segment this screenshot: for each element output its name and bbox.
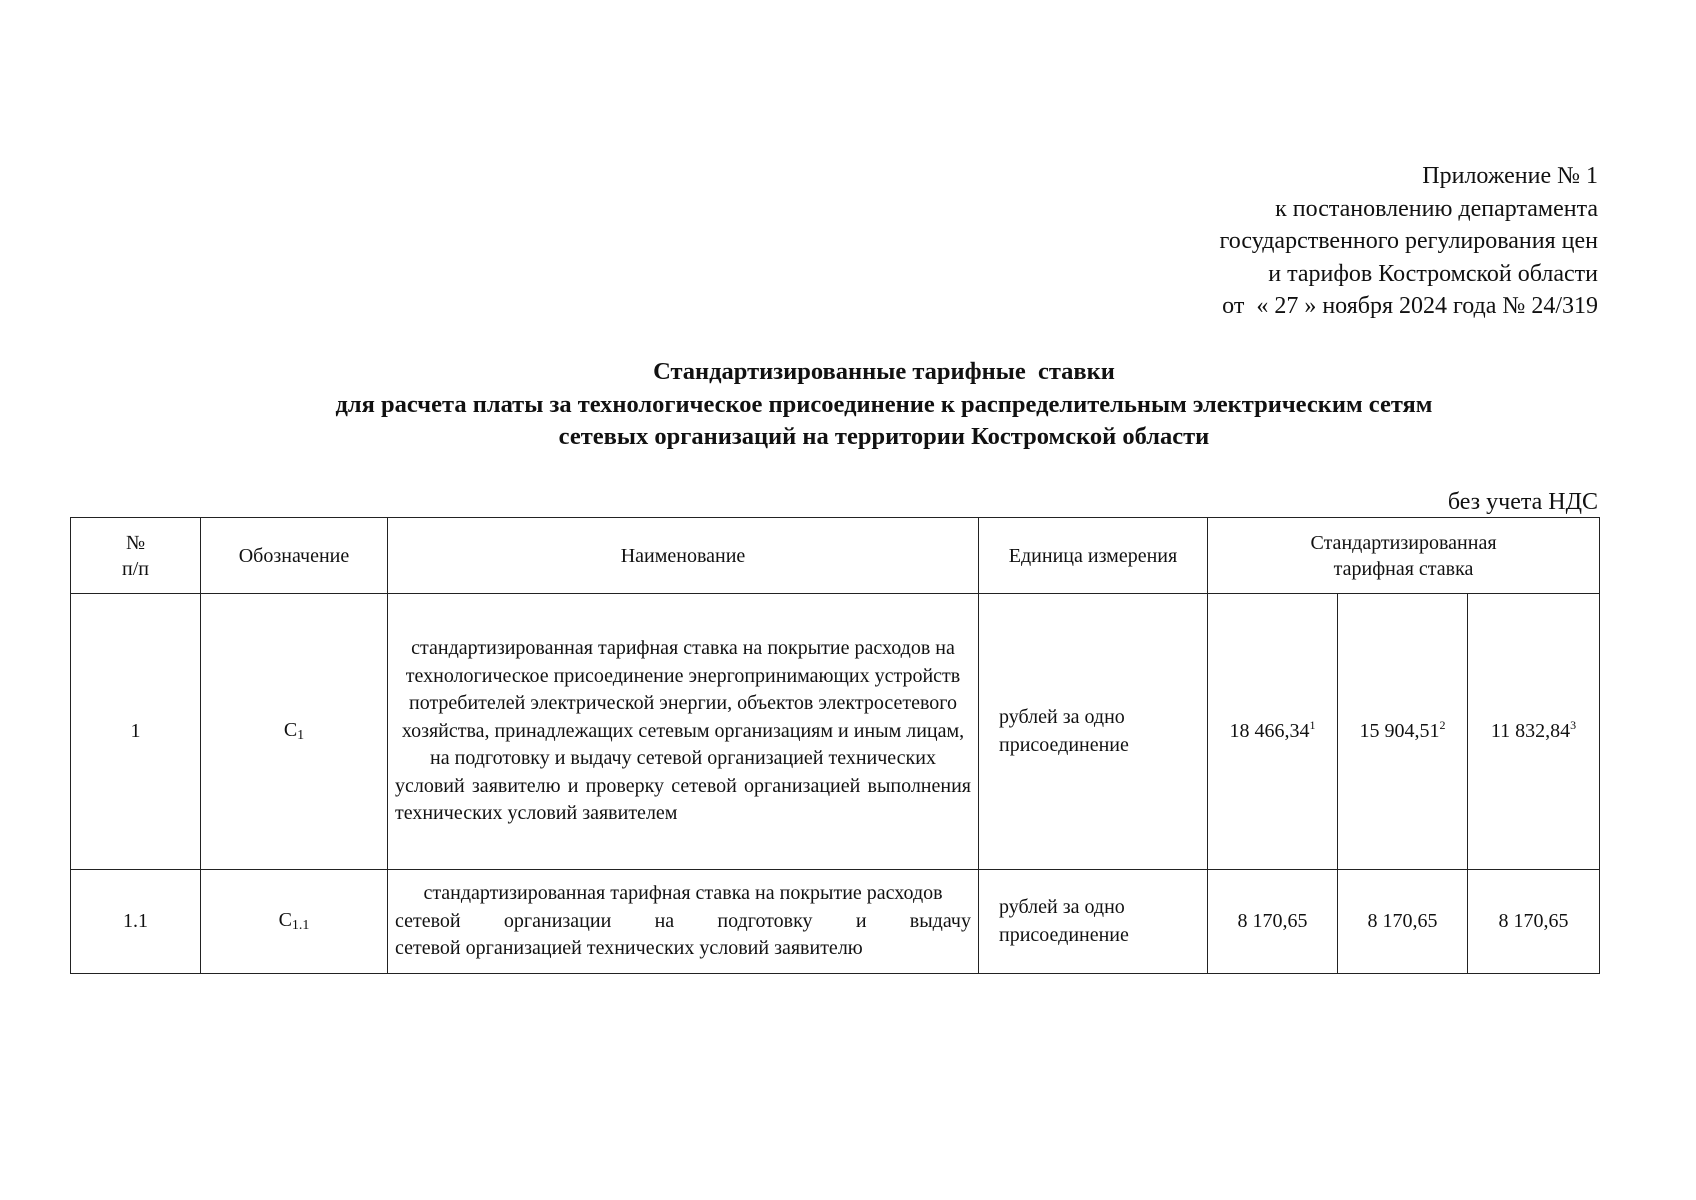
document-title: [0, 356, 1696, 454]
title-line-1: Стандартизированные тарифные ставки: [653, 358, 1115, 385]
row-name: стандартизированная тарифная ставка на покрытие расходов на технологическое присоединение энергопринимающих устройств потребителей электрической энергии, объектов электросетевого хозяйства, принадлежащих сетевым организациям и иным лицам, на подготовку и выдачу сетевой организацией технических условий заявителю и проверку сетевой организацией выполнения технических условий заявителем: [388, 594, 979, 870]
header-unit: Единица измерения: [979, 518, 1208, 594]
tariff-table: [70, 517, 1600, 974]
appendix-date-number: от « 27 » ноября 2024 года № 24/319: [1222, 293, 1598, 319]
row-name: стандартизированная тарифная ставка на покрытие расходов сетевой организации на подготовку и выдачу сетевой организацией технических условий заявителю: [388, 870, 979, 974]
row-designation: $С_1$: [201, 594, 388, 870]
table-row: [71, 870, 1600, 974]
appendix-resolution-line: к постановлению департамента: [1275, 195, 1598, 222]
table-header-row: [71, 518, 1600, 594]
row-designation: $С_{1.1}$: [201, 870, 388, 974]
rate-value-3: 11 832,84$^3$: [1468, 594, 1600, 870]
table-row: [71, 594, 1600, 870]
rate-value-3: 8 170,65: [1468, 870, 1600, 974]
footnote-mark: 2: [1439, 718, 1446, 732]
rate-value-2: 15 904,51$^2$: [1338, 594, 1468, 870]
rate-value-2: 8 170,65: [1338, 870, 1468, 974]
appendix-number: Приложение № 1: [1422, 163, 1598, 189]
appendix-tariffs-line: и тарифов Костромской области: [1268, 260, 1598, 287]
footnote-mark: 1: [1309, 718, 1316, 732]
title-line-3: сетевых организаций на территории Костромской области: [558, 423, 1210, 450]
header-number: № п/п: [71, 518, 201, 594]
vat-note: без учета НДС: [1447, 489, 1598, 515]
header-designation: Обозначение: [201, 518, 388, 594]
footnote-mark: 3: [1570, 718, 1577, 732]
row-unit: рублей за одно присоединение: [979, 870, 1208, 974]
title-line-2: для расчета платы за технологическое присоединение к распределительным электрическим сетям: [335, 390, 1433, 418]
appendix-department-line: государственного регулирования цен: [1219, 228, 1598, 254]
header-standardized-rate: Стандартизированная тарифная ставка: [1208, 518, 1600, 594]
appendix-header: [1220, 160, 1598, 323]
row-unit: рублей за одно присоединение: [979, 594, 1208, 870]
rate-value-1: 18 466,34$^1$: [1208, 594, 1338, 870]
rate-value-1: 8 170,65: [1208, 870, 1338, 974]
header-name: Наименование: [388, 518, 979, 594]
row-number: 1.1: [71, 870, 201, 974]
row-number: 1: [71, 594, 201, 870]
